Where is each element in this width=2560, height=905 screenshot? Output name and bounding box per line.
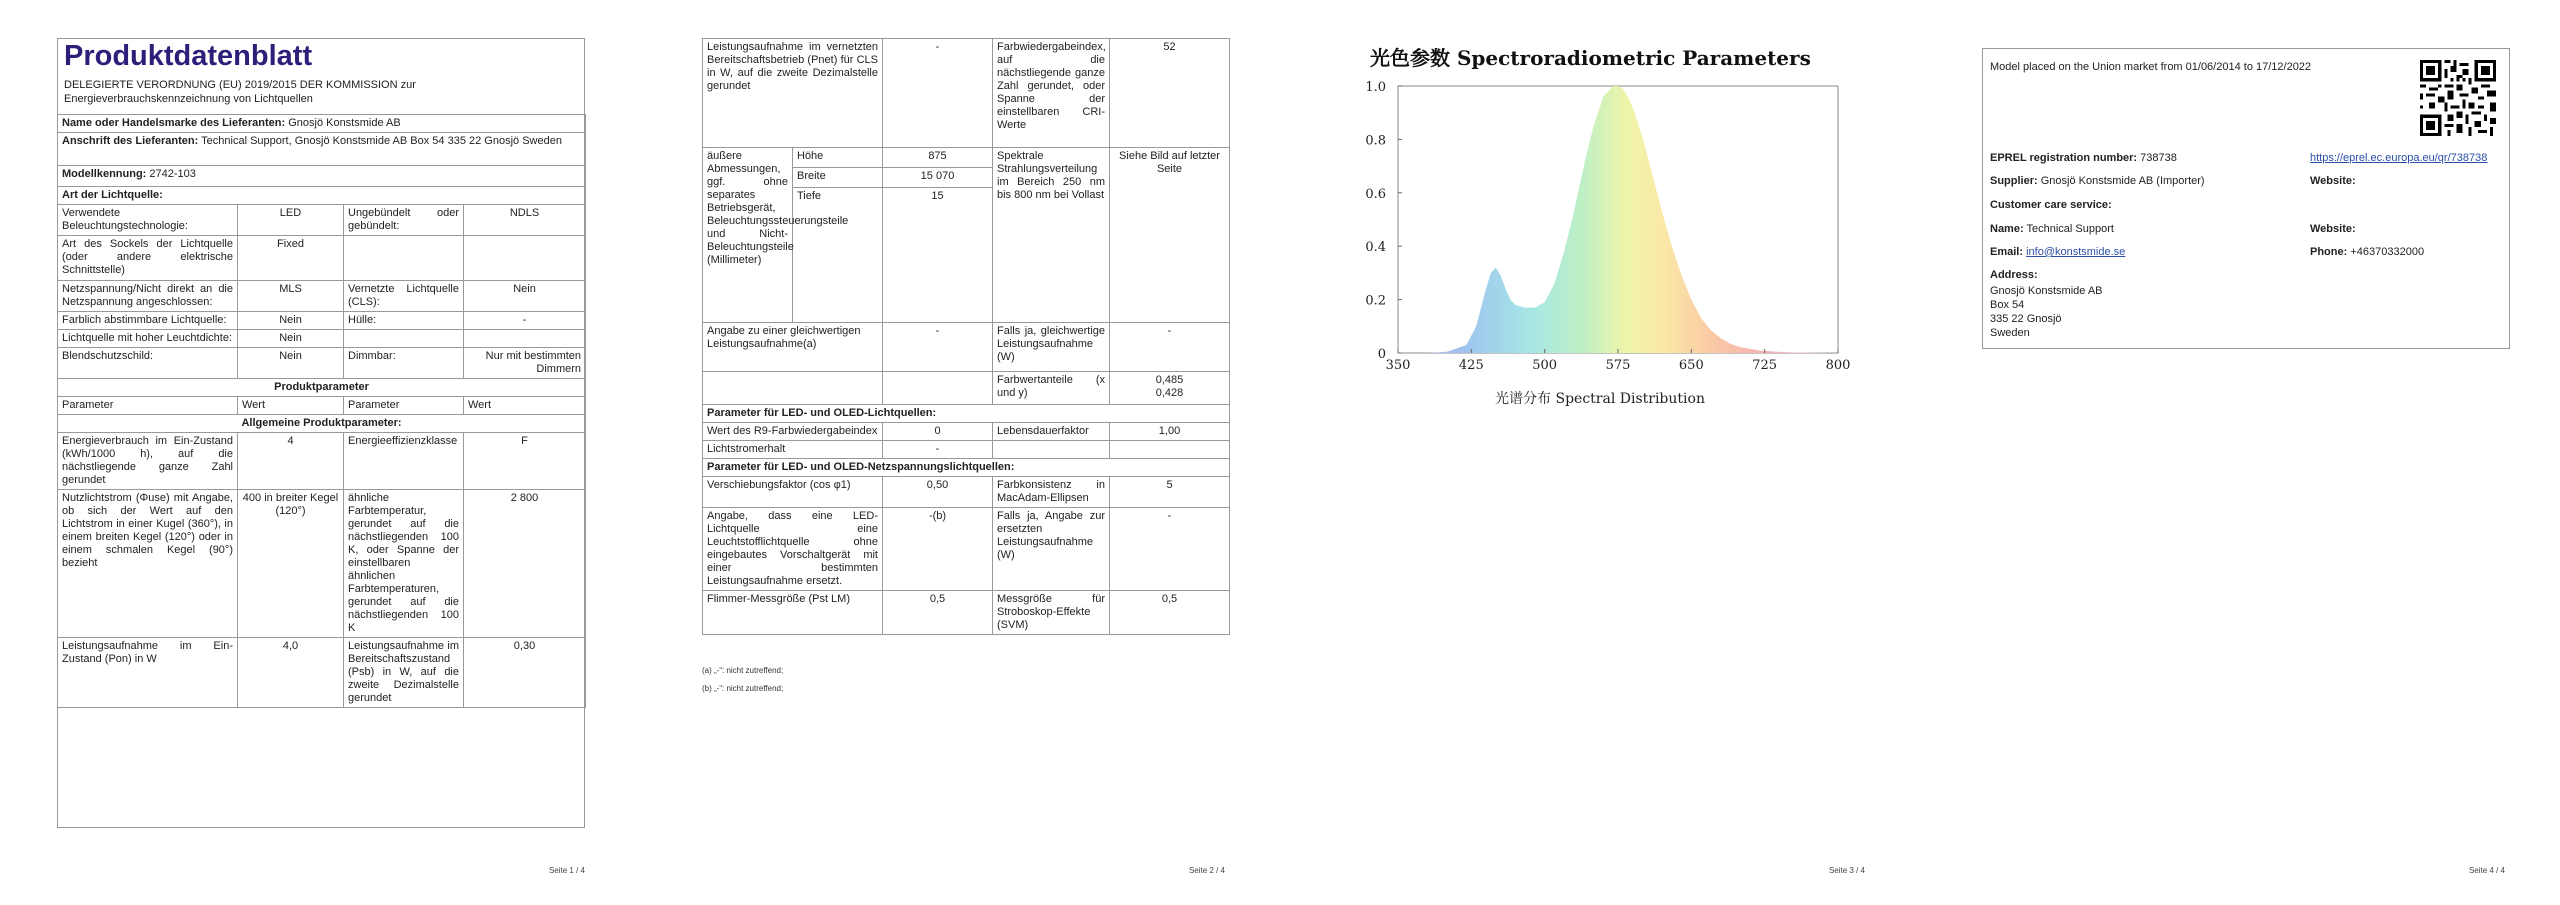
- table-row: [703, 372, 1230, 405]
- address-row: [58, 133, 586, 166]
- page-title: Produktdatenblatt: [64, 40, 313, 72]
- cell: 0,5: [1110, 591, 1230, 635]
- cell: [464, 236, 586, 281]
- cell: F: [464, 433, 586, 490]
- cell: Farbkonsistenz in MacAdam-Ellipsen: [993, 477, 1110, 508]
- x-tick-label: 725: [1752, 358, 1778, 373]
- table-row: [58, 312, 586, 330]
- cell: -: [883, 441, 993, 459]
- table-row: [58, 348, 586, 379]
- cell: 0,30: [464, 638, 586, 708]
- address-line: Sweden: [1990, 327, 2030, 339]
- cell: Wert des R9-Farbwiedergabeindex: [703, 423, 883, 441]
- model-label: Modellkennung:: [62, 168, 147, 180]
- market-dates: Model placed on the Union market from 01/06/2014 to 17/12/2022: [1990, 61, 2312, 73]
- cell: Verschiebungsfaktor (cos φ1): [703, 477, 883, 508]
- product-table-continued: [702, 38, 1230, 635]
- x-tick-label: 575: [1605, 358, 1631, 373]
- table-row: [703, 423, 1230, 441]
- cell: 4,0: [238, 638, 344, 708]
- cell: Farblich abstimmbare Lichtquelle:: [58, 312, 238, 330]
- chromaticity-value: 0,485 0,428: [1110, 372, 1230, 405]
- cell: -: [883, 39, 993, 148]
- cell: 2 800: [464, 490, 586, 638]
- footnote-a: (a) „-“: nicht zutreffend;: [702, 666, 784, 675]
- cell: [344, 236, 464, 281]
- product-parameters-heading: Produktparameter: [58, 379, 586, 397]
- supplier-label: Supplier:: [1990, 175, 2038, 187]
- cell: [344, 330, 464, 348]
- column-header: Wert: [464, 397, 586, 415]
- type-row: [58, 187, 586, 205]
- height-value: 875: [883, 148, 993, 168]
- page-3: [1280, 0, 1920, 905]
- cell: [464, 330, 586, 348]
- column-header: Parameter: [344, 397, 464, 415]
- section-row: [703, 459, 1230, 477]
- page-number: Seite 4 / 4: [2468, 866, 2505, 875]
- name-value: Technical Support: [2026, 223, 2114, 235]
- cell: Falls ja, Angabe zur ersetzten Leistungsaufnahme (W): [993, 508, 1110, 591]
- cell: MLS: [238, 281, 344, 312]
- cell: Vernetzte Lichtquelle (CLS):: [344, 281, 464, 312]
- x-tick-label: 500: [1532, 358, 1558, 373]
- dimensions-label: äußere Abmessungen, ggf. ohne separates Betriebsgerät, Beleuchtungssteuerungsteile und Nicht-Beleuchtungsteile (Millimeter): [703, 148, 793, 323]
- mains-parameters-heading: Parameter für LED- und OLED-Netzspannungslichtquellen:: [703, 459, 1230, 477]
- cell: Nur mit bestimmten Dimmern: [464, 348, 586, 379]
- cell: Leistungsaufnahme im vernetzten Bereitschaftsbetrieb (Pnet) für CLS in W, auf die zweite Dezimalstelle gerundet: [703, 39, 883, 148]
- x-tick-label: 650: [1678, 358, 1704, 373]
- cell: Leistungsaufnahme im Ein-Zustand (Pon) in W: [58, 638, 238, 708]
- cell: Fixed: [238, 236, 344, 281]
- spectral-chart: [1280, 0, 1920, 420]
- cell: Lebensdauerfaktor: [993, 423, 1110, 441]
- website-label: Website:: [2310, 175, 2356, 187]
- cell: Angabe, dass eine LED-Lichtquelle eine Leuchtstofflichtquelle ohne eingebautes Vorschaltgerät mit einer bestimmten Leistungsaufnahme ersetzt.: [703, 508, 883, 591]
- page-2: [640, 0, 1280, 905]
- cell: -: [464, 312, 586, 330]
- qr-code-icon: [2420, 60, 2496, 136]
- cell: Farbwertanteile (x und y): [993, 372, 1110, 405]
- depth-label: Tiefe: [793, 188, 883, 323]
- page-number: Seite 3 / 4: [1828, 866, 1865, 875]
- table-row: [58, 638, 586, 708]
- cell: Energieverbrauch im Ein-Zustand (kWh/1000 h), auf die nächstliegende ganze Zahl gerundet: [58, 433, 238, 490]
- table-row: [58, 433, 586, 490]
- table-row: [703, 441, 1230, 459]
- cell: -: [883, 323, 993, 372]
- cell: Angabe zu einer gleichwertigen Leistungsaufnahme(a): [703, 323, 883, 372]
- cell: Lichtstromerhalt: [703, 441, 883, 459]
- address-line: Gnosjö Konstsmide AB: [1990, 285, 2103, 297]
- address-line: 335 22 Gnosjö: [1990, 313, 2062, 325]
- regulation-subtitle: DELEGIERTE VERORDNUNG (EU) 2019/2015 DER KOMMISSION zur Energieverbrauchskennzeichnung von Lichtquellen: [64, 79, 416, 105]
- header-row: [58, 397, 586, 415]
- cell: 0,50: [883, 477, 993, 508]
- table-row: [703, 148, 1230, 168]
- address-value: Technical Support, Gnosjö Konstsmide AB Box 54 335 22 Gnosjö Sweden: [201, 135, 562, 147]
- light-source-type-label: Art der Lichtquelle:: [58, 187, 586, 205]
- cell: Lichtquelle mit hoher Leuchtdichte:: [58, 330, 238, 348]
- cell: [883, 372, 993, 405]
- cell: Messgröße für Stroboskop-Effekte (SVM): [993, 591, 1110, 635]
- email-link[interactable]: info@konstsmide.se: [2026, 246, 2126, 258]
- cell: -(b): [883, 508, 993, 591]
- cell: ähnliche Farbtemperatur, gerundet auf die nächstliegenden 100 K, oder Spanne der einstellbaren ähnlichen Farbtemperaturen, gerundet auf die nächstliegenden 100 K: [344, 490, 464, 638]
- cell: 4: [238, 433, 344, 490]
- y-tick-label: 1.0: [1365, 80, 1386, 95]
- x-tick-label: 800: [1825, 358, 1851, 373]
- cell: Nein: [238, 330, 344, 348]
- eprel-number: 738738: [2140, 152, 2177, 164]
- eprel-link[interactable]: https://eprel.ec.europa.eu/qr/738738: [2310, 152, 2488, 164]
- table-row: [703, 323, 1230, 372]
- width-value: 15 070: [883, 168, 993, 188]
- x-tick-label: 350: [1385, 358, 1411, 373]
- cell: Falls ja, gleichwertige Leistungsaufnahme (W): [993, 323, 1110, 372]
- y-tick-label: 0.6: [1365, 186, 1386, 202]
- cell: [1110, 441, 1230, 459]
- spectral-value: Siehe Bild auf letzter Seite: [1110, 148, 1230, 323]
- supplier-value: Gnosjö Konstsmide AB: [288, 117, 401, 129]
- column-header: Wert: [238, 397, 344, 415]
- cell: [703, 372, 883, 405]
- phone-value: +46370332000: [2350, 246, 2425, 258]
- cell: Energieeffizienzklasse: [344, 433, 464, 490]
- page-1: [0, 0, 640, 905]
- spectral-label: Spektrale Strahlungsverteilung im Bereich 250 nm bis 800 nm bei Vollast: [993, 148, 1110, 323]
- cell: Flimmer-Messgröße (Pst LM): [703, 591, 883, 635]
- cell: 1,00: [1110, 423, 1230, 441]
- supplier-row: [58, 115, 586, 133]
- page-number: Seite 2 / 4: [1188, 866, 1225, 875]
- cell: Verwendete Beleuchtungstechnologie:: [58, 205, 238, 236]
- cell: 400 in breiter Kegel (120°): [238, 490, 344, 638]
- cell: 52: [1110, 39, 1230, 148]
- cell: Nein: [464, 281, 586, 312]
- depth-value: 15: [883, 188, 993, 323]
- table-row: [58, 490, 586, 638]
- website2-label: Website:: [2310, 223, 2356, 235]
- supplier-value: Gnosjö Konstsmide AB (Importer): [2040, 175, 2205, 187]
- product-table: [57, 114, 586, 708]
- phone-label: Phone:: [2310, 246, 2348, 258]
- section-row: [58, 415, 586, 433]
- table-row: [58, 205, 586, 236]
- height-label: Höhe: [793, 148, 883, 168]
- cell: Netzspannung/Nicht direkt an die Netzspannung angeschlossen:: [58, 281, 238, 312]
- chart-title: 光色参数 Spectroradiometric Parameters: [1370, 46, 1811, 70]
- address-label: Address:: [1990, 269, 2038, 281]
- cell: Leistungsaufnahme im Bereitschaftszustand (Psb) in W, auf die zweite Dezimalstelle gerundet: [344, 638, 464, 708]
- cell: Nutzlichtstrom (Φuse) mit Angabe, ob sich der Wert auf den Lichtstrom in einer Kugel (360°), in einem breiten Kegel (120°) oder in einem schmalen Kegel (90°) bezieht: [58, 490, 238, 638]
- email-label: Email:: [1990, 246, 2024, 258]
- table-row: [58, 330, 586, 348]
- cell: Ungebündelt oder gebündelt:: [344, 205, 464, 236]
- led-parameters-heading: Parameter für LED- und OLED-Lichtquellen:: [703, 405, 1230, 423]
- address-line: Box 54: [1990, 299, 2025, 311]
- table-row: [703, 591, 1230, 635]
- width-label: Breite: [793, 168, 883, 188]
- column-header: Parameter: [58, 397, 238, 415]
- address-label: Anschrift des Lieferanten:: [62, 135, 199, 147]
- cell: -: [1110, 508, 1230, 591]
- cell: 0: [883, 423, 993, 441]
- supplier-label: Name oder Handelsmarke des Lieferanten:: [62, 117, 286, 129]
- footnote-b: (b) „-“: nicht zutreffend;: [702, 684, 784, 693]
- table-row: [703, 39, 1230, 148]
- cell: Hülle:: [344, 312, 464, 330]
- model-value: 2742-103: [149, 168, 196, 180]
- table-row: [703, 508, 1230, 591]
- model-row: [58, 166, 586, 187]
- cell: 0,5: [883, 591, 993, 635]
- table-row: [58, 281, 586, 312]
- cell: NDLS: [464, 205, 586, 236]
- page-number: Seite 1 / 4: [548, 866, 585, 875]
- address-block: [1990, 284, 2103, 340]
- y-tick-label: 0.4: [1365, 240, 1386, 256]
- spectrum-area: [1427, 86, 1838, 353]
- y-tick-label: 0: [1377, 347, 1386, 362]
- x-tick-label: 425: [1458, 358, 1484, 373]
- cell: Art des Sockels der Lichtquelle (oder andere elektrische Schnittstelle): [58, 236, 238, 281]
- y-tick-label: 0.2: [1365, 293, 1386, 309]
- cell: 5: [1110, 477, 1230, 508]
- section-row: [703, 405, 1230, 423]
- customer-care-label: Customer care service:: [1990, 199, 2112, 211]
- cell: LED: [238, 205, 344, 236]
- cell: Dimmbar:: [344, 348, 464, 379]
- y-tick-label: 0.8: [1365, 133, 1386, 149]
- cell: Blendschutzschild:: [58, 348, 238, 379]
- cell: [993, 441, 1110, 459]
- name-label: Name:: [1990, 223, 2024, 235]
- general-parameters-heading: Allgemeine Produktparameter:: [58, 415, 586, 433]
- page-4: [1920, 0, 2560, 905]
- cell: -: [1110, 323, 1230, 372]
- x-axis-label: 光谱分布 Spectral Distribution: [1495, 391, 1705, 407]
- cell: Nein: [238, 312, 344, 330]
- cell: Nein: [238, 348, 344, 379]
- table-row: [58, 236, 586, 281]
- table-row: [703, 477, 1230, 508]
- eprel-label: EPREL registration number:: [1990, 152, 2138, 164]
- cell: Farbwiedergabeindex, auf die nächstliegende ganze Zahl gerundet, oder Spanne der einstellbaren CRI-Werte: [993, 39, 1110, 148]
- section-row: [58, 379, 586, 397]
